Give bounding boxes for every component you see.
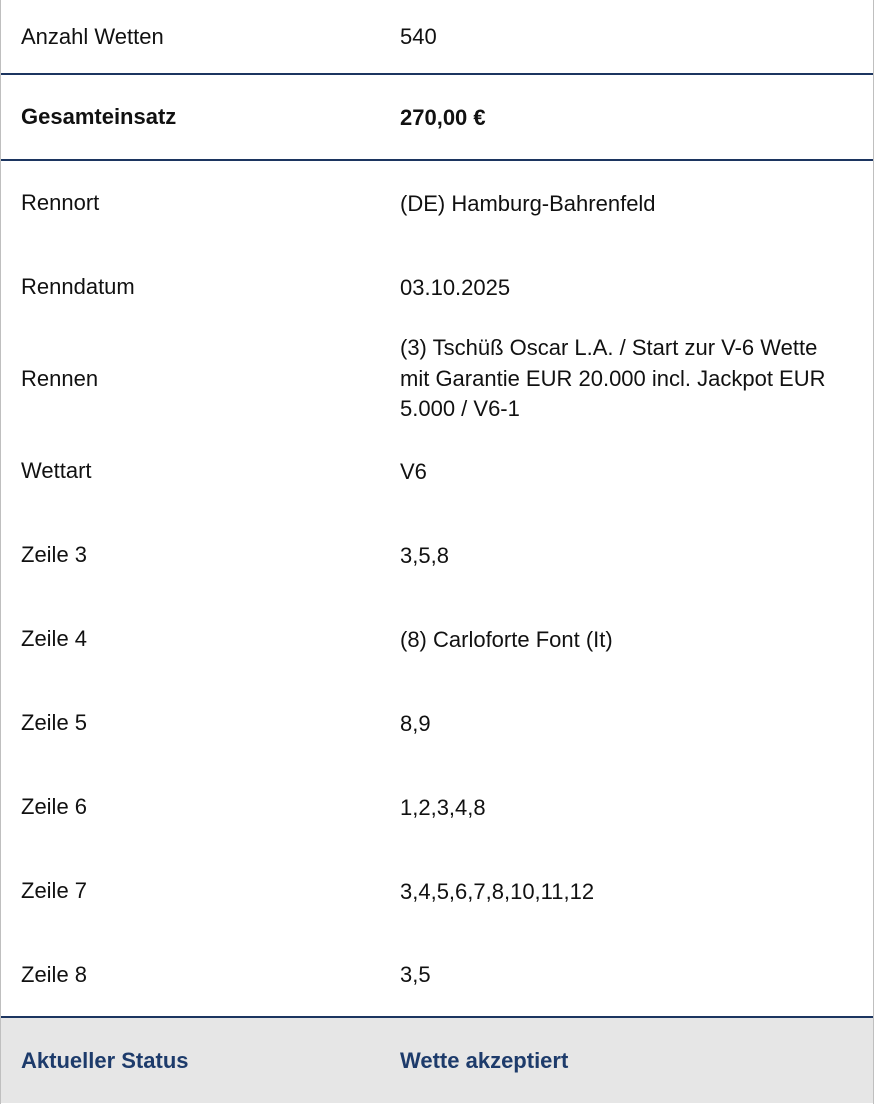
line-8-label: Zeile 8: [21, 961, 88, 987]
line-4-value: (8) Carloforte Font (It): [400, 626, 613, 652]
current-status-label: Aktueller Status: [21, 1047, 189, 1073]
bet-type-value: V6: [400, 458, 427, 484]
row-race-venue: [1, 161, 873, 245]
row-bet-type: [1, 429, 873, 513]
row-line-6: [1, 765, 873, 849]
race-venue-value: (DE) Hamburg-Bahrenfeld: [400, 190, 656, 216]
line-3-label: Zeile 3: [21, 542, 88, 567]
row-line-5: [1, 681, 873, 765]
line-4-label: Zeile 4: [21, 626, 88, 651]
row-total-stake: [1, 75, 873, 161]
race-value: (3) Tschüß Oscar L.A. / Start zur V-6 Wette mit Garantie EUR 20.000 incl. Jackpot EUR 5.000 / V6-1: [400, 334, 826, 422]
row-line-8: [1, 933, 873, 1018]
race-date-label: Renndatum: [21, 274, 135, 299]
total-stake-value: 270,00 €: [400, 104, 486, 130]
bet-count-value: 540: [400, 24, 437, 49]
row-race: [1, 329, 873, 429]
line-8-value: 3,5: [400, 962, 431, 987]
bet-type-label: Wettart: [21, 458, 92, 483]
total-stake-label: Gesamteinsatz: [21, 104, 177, 129]
row-line-3: [1, 513, 873, 597]
line-6-value: 1,2,3,4,8: [400, 794, 486, 820]
line-7-label: Zeile 7: [21, 878, 88, 903]
row-line-4: [1, 597, 873, 681]
row-line-7: [1, 849, 873, 933]
line-3-value: 3,5,8: [400, 542, 449, 568]
line-6-label: Zeile 6: [21, 794, 88, 819]
row-race-date: [1, 245, 873, 329]
line-7-value: 3,4,5,6,7,8,10,11,12: [400, 878, 595, 904]
current-status-value: Wette akzeptiert: [400, 1048, 569, 1073]
race-venue-label: Rennort: [21, 190, 100, 215]
line-5-value: 8,9: [400, 710, 431, 736]
line-5-label: Zeile 5: [21, 710, 88, 735]
row-bet-count: [1, 0, 873, 75]
race-label: Rennen: [21, 366, 99, 391]
bet-count-label: Anzahl Wetten: [21, 23, 164, 49]
row-current-status: [1, 1018, 873, 1103]
race-date-value: 03.10.2025: [400, 274, 511, 300]
